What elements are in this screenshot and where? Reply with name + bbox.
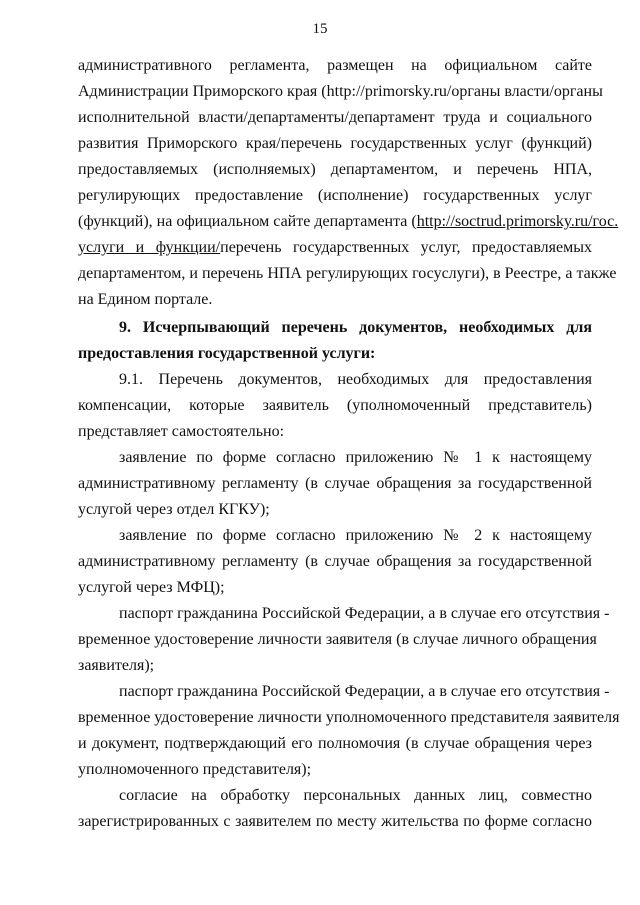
list-item-line: согласие на обработку персональных данных лиц, совместно xyxy=(119,787,592,804)
text-line: и документ, подтверждающий его полномочия (в случае обращения через xyxy=(78,735,592,752)
text-line: Администрации Приморского края (http://primorsky.ru/органы власти/органы xyxy=(78,83,603,100)
department-link-continuation[interactable]: услуги и функции/ xyxy=(78,239,221,256)
section-heading-continuation: предоставления государственной услуги: xyxy=(78,345,376,362)
text-line: административному регламенту (в случае обращения за государственной xyxy=(78,553,592,570)
text-line: представляет самостоятельно: xyxy=(78,423,285,440)
text-line: временное удостоверение личности заявителя (в случае личного обращения xyxy=(78,631,597,648)
section-heading: 9. Исчерпывающий перечень документов, необходимых для xyxy=(119,319,592,336)
text-line: временное удостоверение личности уполномоченного представителя заявителя xyxy=(78,709,620,726)
text-line: зарегистрированных с заявителем по месту жительства по форме согласно xyxy=(78,813,592,830)
text-line: услугой через МФЦ); xyxy=(78,579,225,596)
list-item-line: заявление по форме согласно приложению № 2 к настоящему xyxy=(119,527,592,544)
text-line: компенсации, которые заявитель (уполномоченный представитель) xyxy=(78,397,592,414)
text-line: на Едином портале. xyxy=(78,291,213,308)
text-line: исполнительной власти/департаменты/департамент труда и социального xyxy=(78,109,592,126)
text-fragment: (функций), на официальном сайте департамента ( xyxy=(78,213,417,230)
text-line: развития Приморского края/перечень государственных услуг (функций) xyxy=(78,135,592,152)
text-line: регулирующих предоставление (исполнение) государственных услуг xyxy=(78,187,592,204)
text-line: предоставляемых (исполняемых) департаментом, и перечень НПА, xyxy=(78,161,592,178)
text-line xyxy=(78,238,592,258)
text-line: заявителя); xyxy=(78,657,155,674)
text-line: уполномоченного представителя); xyxy=(78,761,312,778)
department-link[interactable]: http://soctrud.primorsky.ru/гос. xyxy=(416,213,619,230)
list-item-line: паспорт гражданина Российской Федерации, а в случае его отсутствия - xyxy=(119,683,610,700)
text-line xyxy=(78,212,619,232)
text-line: департаментом, и перечень НПА регулирующих госуслуги), в Реестре, а также xyxy=(78,265,617,282)
page-number: 15 xyxy=(312,21,328,37)
text-line: административного регламента, размещен на официальном сайте xyxy=(78,57,592,74)
list-item-line: паспорт гражданина Российской Федерации, а в случае его отсутствия - xyxy=(119,605,610,622)
text-line: административному регламенту (в случае обращения за государственной xyxy=(78,475,592,492)
text-fragment: перечень государственных услуг, предоставляемых xyxy=(220,239,593,256)
text-line: услугой через отдел КГКУ); xyxy=(78,501,270,518)
text-line: 9.1. Перечень документов, необходимых для предоставления xyxy=(119,371,592,388)
list-item-line: заявление по форме согласно приложению № 1 к настоящему xyxy=(119,449,592,466)
